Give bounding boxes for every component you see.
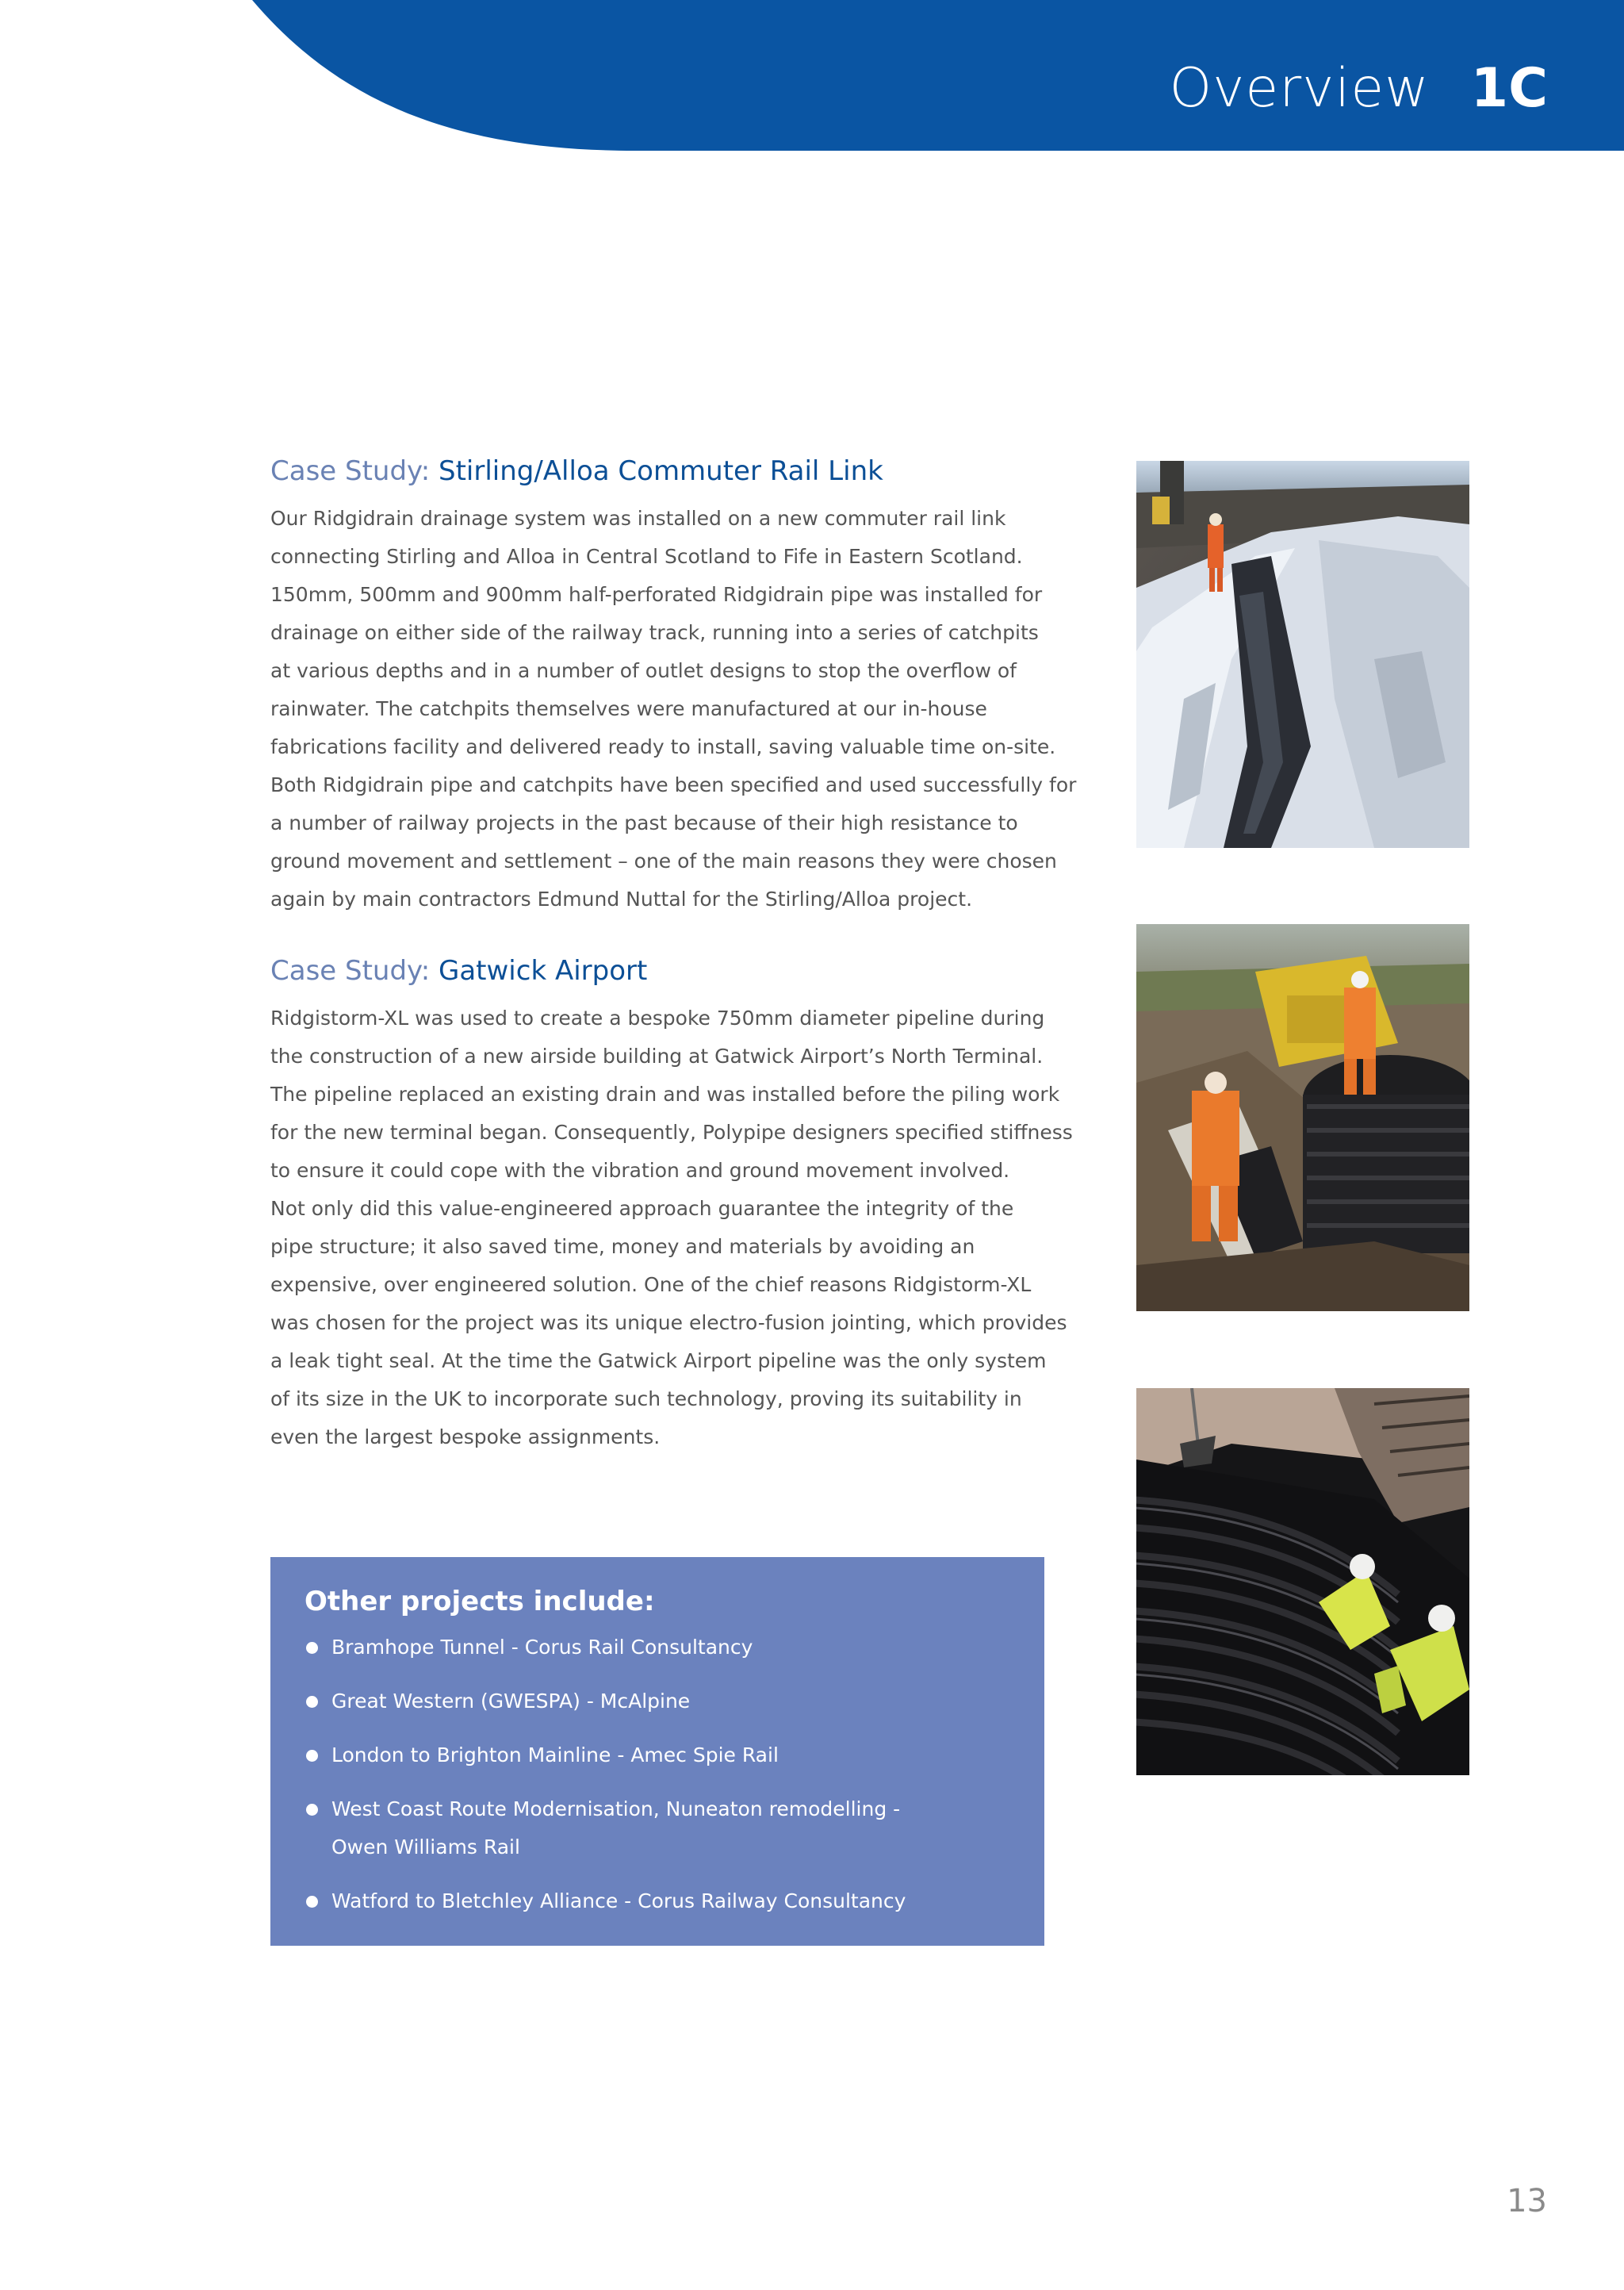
bullet-icon: [306, 1804, 318, 1816]
body-line: Not only did this value-engineered approach guarantee the integrity of the: [270, 1197, 1014, 1220]
body-line: was chosen for the project was its unique electro-fusion jointing, which provides: [270, 1311, 1067, 1334]
list-item: [304, 1736, 1009, 1774]
body-line: connecting Stirling and Alloa in Central Scotland to Fife in Eastern Scotland.: [270, 545, 1023, 568]
photo-rail-trench-image: [1136, 461, 1469, 848]
photo-large-pipe-image: [1136, 1388, 1469, 1775]
bullet-icon: [306, 1642, 318, 1654]
bullet-icon: [306, 1896, 318, 1908]
case-study-heading: [270, 952, 1063, 990]
list-item: [304, 1682, 1009, 1720]
case-study-stirling: [270, 452, 1077, 919]
body-line: The pipeline replaced an existing drain and was installed before the piling work: [270, 1083, 1060, 1106]
page-number: 13: [1507, 2183, 1547, 2219]
body-line: for the new terminal began. Consequently, Polypipe designers specified stiffness: [270, 1121, 1073, 1144]
bullet-icon: [306, 1750, 318, 1762]
body-line: pipe structure; it also saved time, money and materials by avoiding an: [270, 1235, 975, 1258]
case-study-body: [270, 999, 1073, 1456]
body-line: fabrications facility and delivered ready to install, saving valuable time on-site.: [270, 735, 1056, 758]
bullet-icon: [306, 1696, 318, 1708]
case-study-name: Gatwick Airport: [438, 955, 648, 987]
body-line: again by main contractors Edmund Nuttal for the Stirling/Alloa project.: [270, 888, 973, 911]
photo-rail-trench: [1136, 461, 1469, 848]
header-banner: [0, 0, 1624, 151]
other-projects-title: Other projects include:: [304, 1586, 655, 1617]
photo-large-pipe: [1136, 1388, 1469, 1775]
body-line: even the largest bespoke assignments.: [270, 1425, 661, 1448]
case-study-name: Stirling/Alloa Commuter Rail Link: [438, 455, 883, 487]
case-study-prefix: Case Study:: [270, 955, 431, 987]
section-code: 1C: [1470, 57, 1548, 120]
body-line: the construction of a new airside building at Gatwick Airport’s North Terminal.: [270, 1045, 1044, 1068]
body-line: to ensure it could cope with the vibration and ground movement involved.: [270, 1159, 1010, 1182]
list-item-text: Bramhope Tunnel - Corus Rail Consultancy: [331, 1636, 753, 1659]
body-line: rainwater. The catchpits themselves were manufactured at our in-house: [270, 697, 987, 720]
list-item-text: Watford to Bletchley Alliance - Corus Railway Consultancy: [331, 1889, 906, 1912]
body-line: Ridgistorm-XL was used to create a bespoke 750mm diameter pipeline during: [270, 1007, 1045, 1030]
body-line: Our Ridgidrain drainage system was installed on a new commuter rail link: [270, 507, 1006, 530]
other-projects-box: [270, 1557, 1044, 1946]
section-title: [1169, 57, 1548, 120]
list-item-text: West Coast Route Modernisation, Nuneaton remodelling -: [331, 1797, 901, 1820]
body-line: a number of railway projects in the past because of their high resistance to: [270, 811, 1018, 834]
body-line: ground movement and settlement – one of the main reasons they were chosen: [270, 850, 1057, 873]
other-projects-list: [304, 1628, 1009, 1920]
list-item-text: Great Western (GWESPA) - McAlpine: [331, 1690, 691, 1713]
list-item: [304, 1628, 1009, 1667]
case-study-heading: [270, 452, 1063, 490]
case-study-gatwick: [270, 952, 1073, 1456]
list-item: [304, 1790, 1009, 1866]
body-line: 150mm, 500mm and 900mm half-perforated Ridgidrain pipe was installed for: [270, 583, 1043, 606]
list-item-text: London to Brighton Mainline - Amec Spie Rail: [331, 1743, 779, 1766]
body-line: of its size in the UK to incorporate such technology, proving its suitability in: [270, 1387, 1022, 1410]
body-line: a leak tight seal. At the time the Gatwick Airport pipeline was the only system: [270, 1349, 1047, 1372]
section-title-word: Overview: [1169, 57, 1430, 120]
case-study-prefix: Case Study:: [270, 455, 431, 487]
body-line: at various depths and in a number of outlet designs to stop the overflow of: [270, 659, 1017, 682]
body-line: expensive, over engineered solution. One of the chief reasons Ridgistorm-XL: [270, 1273, 1032, 1296]
body-line: drainage on either side of the railway track, running into a series of catchpits: [270, 621, 1039, 644]
photo-gatwick-site: [1136, 924, 1469, 1311]
list-item: [304, 1882, 1009, 1920]
body-line: Both Ridgidrain pipe and catchpits have been specified and used successfully for: [270, 773, 1077, 796]
list-item-text: Owen Williams Rail: [331, 1835, 520, 1858]
main-content: [270, 452, 1077, 1456]
photo-gatwick-site-image: [1136, 924, 1469, 1311]
case-study-body: [270, 500, 1077, 919]
